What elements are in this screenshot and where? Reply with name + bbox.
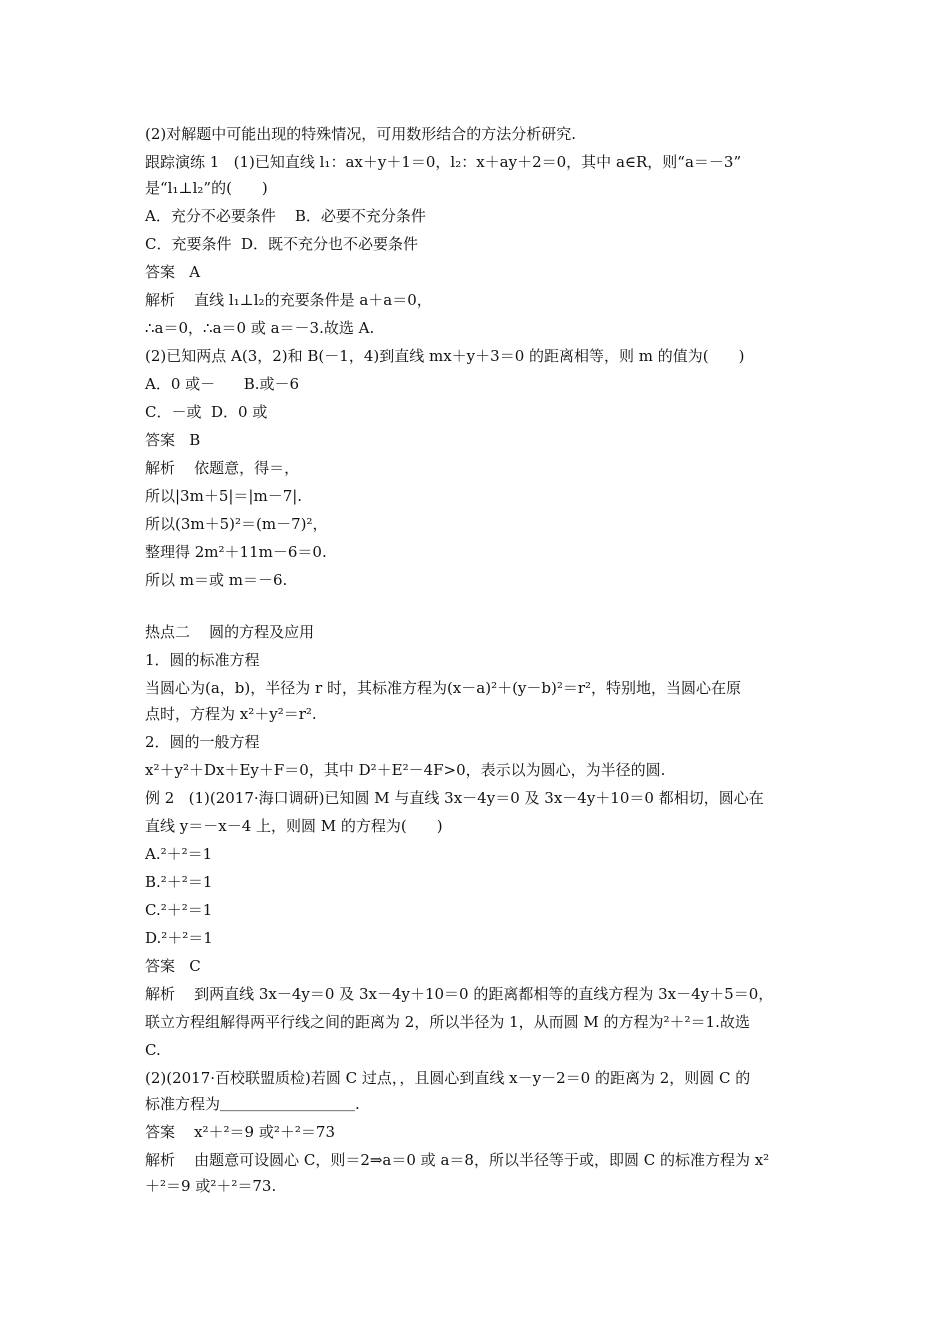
- text-line: ∴a＝0，∴a＝0 或 a＝－3.故选 A.: [145, 319, 375, 337]
- text-line: 联立方程组解得两平行线之间的距离为 2，所以半径为 1，从而圆 M 的方程为²＋²＝1.故选: [145, 1013, 750, 1031]
- text-line: 是“l₁⊥l₂”的( ): [145, 179, 268, 197]
- text-line: C．充要条件 D．既不充分也不必要条件: [145, 235, 419, 253]
- text-line: C.: [145, 1041, 161, 1059]
- text-line: 所以 m＝或 m＝－6.: [145, 571, 288, 589]
- text-line: C．－或 D．0 或: [145, 403, 268, 421]
- text-line: 解析 到两直线 3x－4y＝0 及 3x－4y＋10＝0 的距离都相等的直线方程为 3x－4y＋5＝0，: [145, 985, 774, 1003]
- text-line: (2)对解题中可能出现的特殊情况，可用数形结合的方法分析研究.: [145, 125, 577, 143]
- text-line: x²＋y²＋Dx＋Ey＋F＝0，其中 D²＋E²－4F>0，表示以为圆心，为半径的圆.: [145, 761, 666, 779]
- text-line: 答案 x²＋²＝9 或²＋²＝73: [145, 1123, 335, 1141]
- text-line: A．0 或－ B.或－6: [145, 375, 300, 393]
- text-line: 直线 y＝－x－4 上，则圆 M 的方程为( ): [145, 817, 443, 835]
- text-line: 例 2 (1)(2017·海口调研)已知圆 M 与直线 3x－4y＝0 及 3x－4y＋10＝0 都相切，圆心在: [145, 789, 764, 807]
- text-line: 答案 A: [145, 263, 201, 281]
- text-line: 标准方程为＿＿＿＿＿＿＿＿＿.: [145, 1095, 360, 1113]
- text-line: 当圆心为(a，b)，半径为 r 时，其标准方程为(x－a)²＋(y－b)²＝r²，特别地，当圆心在原: [145, 679, 742, 697]
- text-line: 2．圆的一般方程: [145, 733, 260, 751]
- text-line: (2)(2017·百校联盟质检)若圆 C 过点，，且圆心到直线 x－y－2＝0 的距离为 2，则圆 C 的: [145, 1069, 751, 1087]
- text-line: 热点二 圆的方程及应用: [145, 623, 315, 641]
- text-line: 答案 C: [145, 957, 201, 975]
- text-line: C.²＋²＝1: [145, 901, 213, 919]
- text-line: 跟踪演练 1 (1)已知直线 l₁：ax＋y＋1＝0，l₂：x＋ay＋2＝0，其中 a∈R，则“a＝－3”: [145, 153, 742, 171]
- text-line: 点时，方程为 x²＋y²＝r².: [145, 705, 317, 723]
- text-line: A.²＋²＝1: [145, 845, 213, 863]
- text-line: 答案 B: [145, 431, 201, 449]
- text-line: 所以(3m＋5)²＝(m－7)²，: [145, 515, 328, 533]
- text-line: 所以|3m＋5|＝|m－7|.: [145, 487, 303, 505]
- text-line: B.²＋²＝1: [145, 873, 213, 891]
- text-line: (2)已知两点 A(3，2)和 B(－1，4)到直线 mx＋y＋3＝0 的距离相等，则 m 的值为( ): [145, 347, 745, 365]
- text-line: ＋²＝9 或²＋²＝73.: [145, 1177, 277, 1195]
- text-line: 1．圆的标准方程: [145, 651, 260, 669]
- text-line: 整理得 2m²＋11m－6＝0.: [145, 543, 327, 561]
- text-line: 解析 由题意可设圆心 C，则＝2⇒a＝0 或 a＝8，所以半径等于或，即圆 C 的标准方程为 x²: [145, 1151, 770, 1169]
- text-line: D.²＋²＝1: [145, 929, 213, 947]
- text-line: 解析 依题意，得＝，: [145, 459, 300, 477]
- text-line: A．充分不必要条件 B．必要不充分条件: [145, 207, 426, 225]
- text-line: 解析 直线 l₁⊥l₂的充要条件是 a＋a＝0，: [145, 291, 432, 309]
